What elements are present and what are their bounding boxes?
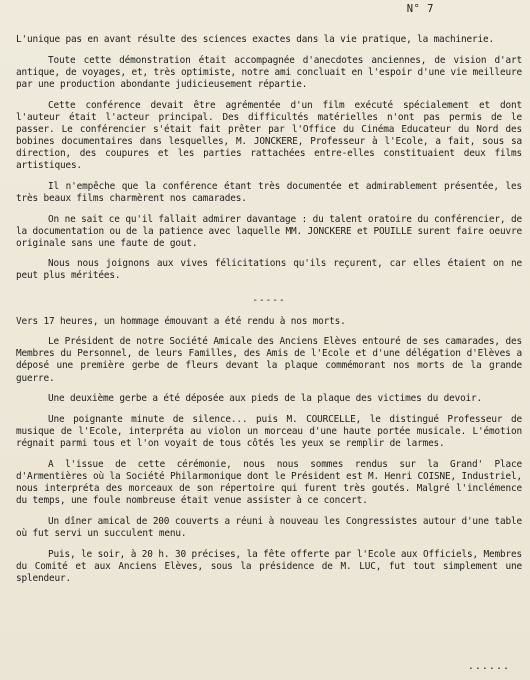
paragraph: L'unique pas en avant résulte des sciences exactes dans la vie pratique, la machinerie. bbox=[16, 34, 494, 45]
document-body bbox=[16, 34, 522, 593]
paragraph: Puis, le soir, à 20 h. 30 précises, la fête offerte par l'Ecole aux Officiels, Membres du Comité et aux Anciens Elèves, sous la présidence de M. LUC, fut tout simplement une splendeur. bbox=[16, 548, 522, 584]
section-separator: ----- bbox=[252, 294, 286, 306]
continuation-dots: ...... bbox=[467, 661, 510, 672]
paragraph: Toute cette démonstration était accompagnée d'anecdotes anciennes, de vision d'art antique, de voyages, et, très optimiste, notre ami concluait en l'espoir d'une vie meilleure par une production abondante judicieusement répartie. bbox=[16, 54, 522, 90]
page-number: N° 7 bbox=[406, 3, 434, 15]
paragraph: On ne sait ce qu'il fallait admirer davantage : du talent oratoire du conférencier, de la documentation ou de la patience avec laquelle MM. JONCKERE et POUILLE surent faire oeuvre originale sans une faute de gout. bbox=[16, 213, 522, 249]
paragraph: Vers 17 heures, un hommage émouvant a été rendu à nos morts. bbox=[16, 315, 346, 327]
paragraph: A l'issue de cette cérémonie, nous nous sommes rendus sur la Grand' Place d'Armentières où la Société Philarmonique dont le Président est M. Henri COISNE, Industriel, nous interpréta des morceaux de son répertoire qui furent très goutés. Malgré l'inclémence du temps, une foule nombreuse était venue assister à ce concert. bbox=[16, 458, 522, 507]
paragraph: Une deuxième gerbe a été déposée aux pieds de la plaque des victimes du devoir. bbox=[48, 393, 483, 405]
paragraph: Le Président de notre Société Amicale des Anciens Elèves entouré de ses camarades, des Membres du Personnel, de leurs Familles, des Amis de l'Ecole et d'une délégation d'Elèves a déposé une première gerbe de fleurs devant la plaque commémorant nos morts de la grande guerre. bbox=[16, 336, 522, 384]
paragraph: Nous nous joignons aux vives félicitations qu'ils reçurent, car elles étaient on ne peut plus méritées. bbox=[16, 258, 522, 282]
paragraph: Une poignante minute de silence... puis M. COURCELLE, le distingué Professeur de musique de l'Ecole, interpréta au violon un morceau d'une haute portée musicale. L'émotion régnait parmi tous et l'on voyait de tous côtés les yeux se remplir de larmes. bbox=[16, 413, 522, 450]
paragraph: Il n'empêche que la conférence étant très documentée et admirablement présentée, les très beaux films charmèrent nos camarades. bbox=[16, 180, 522, 204]
paragraph: Un dîner amical de 200 couverts a réuni à nouveau les Congressistes autour d'une table où fut servi un succulent menu. bbox=[16, 515, 522, 539]
paragraph: Cette conférence devait être agrémentée d'un film exécuté spécialement et dont l'auteur était l'acteur principal. Des difficultés matérielles n'ont pas permis de le passer. Le conférencier s'était fait prêter par l'Office du Cinéma Educateur du Nord des bobines documentaires dans lesquelles, M. JONCKERE, Professeur à l'Ecole, a fait, sous sa direction, des coupures et les parties rattachées entre-elles constituaient deux films artistiques. bbox=[16, 99, 522, 172]
